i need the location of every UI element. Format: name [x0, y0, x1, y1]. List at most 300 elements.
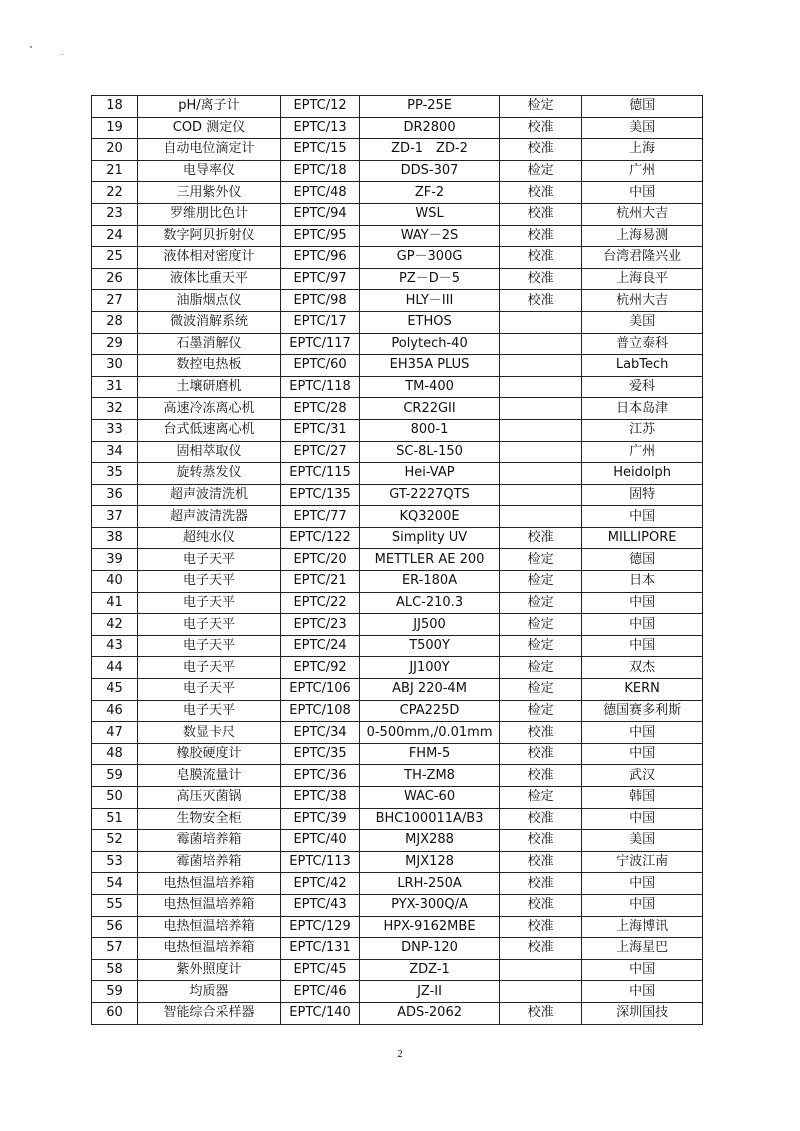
calibration-status-cell: 校准	[500, 830, 582, 852]
row-number-cell: 28	[92, 311, 138, 333]
model-number-cell: CPA225D	[360, 700, 500, 722]
model-number-cell: MJX128	[360, 851, 500, 873]
equipment-code-cell: EPTC/28	[281, 398, 360, 420]
equipment-code-cell: EPTC/94	[281, 203, 360, 225]
equipment-code-cell: EPTC/36	[281, 765, 360, 787]
manufacturer-origin-cell: 爱科	[582, 376, 703, 398]
instrument-name-cell: 电子天平	[137, 657, 280, 679]
table-row	[92, 916, 703, 938]
manufacturer-origin-cell: 台湾君隆兴业	[582, 247, 703, 269]
equipment-code-cell: EPTC/115	[281, 463, 360, 485]
calibration-status-cell	[500, 398, 582, 420]
equipment-code-cell: EPTC/39	[281, 808, 360, 830]
table-row	[92, 592, 703, 614]
equipment-code-cell: EPTC/97	[281, 268, 360, 290]
table-row	[92, 333, 703, 355]
model-number-cell: ZF-2	[360, 182, 500, 204]
row-number-cell: 30	[92, 355, 138, 377]
manufacturer-origin-cell: Heidolph	[582, 463, 703, 485]
row-number-cell: 60	[92, 1002, 138, 1024]
equipment-code-cell: EPTC/18	[281, 160, 360, 182]
model-number-cell: MJX288	[360, 830, 500, 852]
calibration-status-cell	[500, 419, 582, 441]
row-number-cell: 25	[92, 247, 138, 269]
instrument-name-cell: 电子天平	[137, 635, 280, 657]
row-number-cell: 24	[92, 225, 138, 247]
table-row	[92, 117, 703, 139]
instrument-name-cell: 橡胶硬度计	[137, 743, 280, 765]
manufacturer-origin-cell: 上海良平	[582, 268, 703, 290]
model-number-cell: TM-400	[360, 376, 500, 398]
row-number-cell: 34	[92, 441, 138, 463]
calibration-status-cell	[500, 311, 582, 333]
manufacturer-origin-cell: 美国	[582, 117, 703, 139]
row-number-cell: 51	[92, 808, 138, 830]
instrument-name-cell: pH/离子计	[137, 96, 280, 118]
instrument-name-cell: 电热恒温培养箱	[137, 938, 280, 960]
calibration-status-cell: 校准	[500, 938, 582, 960]
row-number-cell: 21	[92, 160, 138, 182]
equipment-code-cell: EPTC/35	[281, 743, 360, 765]
manufacturer-origin-cell: 双杰	[582, 657, 703, 679]
table-row	[92, 722, 703, 744]
equipment-table	[91, 95, 703, 1025]
table-row	[92, 873, 703, 895]
instrument-name-cell: 超纯水仪	[137, 527, 280, 549]
equipment-code-cell: EPTC/48	[281, 182, 360, 204]
manufacturer-origin-cell: 中国	[582, 981, 703, 1003]
manufacturer-origin-cell: 杭州大吉	[582, 203, 703, 225]
model-number-cell: SC-8L-150	[360, 441, 500, 463]
instrument-name-cell: 霉菌培养箱	[137, 851, 280, 873]
table-row	[92, 549, 703, 571]
row-number-cell: 40	[92, 571, 138, 593]
calibration-status-cell: 校准	[500, 916, 582, 938]
calibration-status-cell: 检定	[500, 679, 582, 701]
equipment-code-cell: EPTC/22	[281, 592, 360, 614]
calibration-status-cell: 检定	[500, 657, 582, 679]
manufacturer-origin-cell: 日本	[582, 571, 703, 593]
table-row	[92, 981, 703, 1003]
row-number-cell: 33	[92, 419, 138, 441]
manufacturer-origin-cell: 韩国	[582, 787, 703, 809]
row-number-cell: 48	[92, 743, 138, 765]
manufacturer-origin-cell: 中国	[582, 722, 703, 744]
row-number-cell: 56	[92, 916, 138, 938]
calibration-status-cell	[500, 959, 582, 981]
row-number-cell: 41	[92, 592, 138, 614]
equipment-code-cell: EPTC/60	[281, 355, 360, 377]
table-row	[92, 139, 703, 161]
manufacturer-origin-cell: 上海博讯	[582, 916, 703, 938]
table-row	[92, 311, 703, 333]
instrument-name-cell: COD 测定仪	[137, 117, 280, 139]
calibration-status-cell	[500, 376, 582, 398]
model-number-cell: METTLER AE 200	[360, 549, 500, 571]
manufacturer-origin-cell: 中国	[582, 894, 703, 916]
equipment-table-body	[92, 96, 703, 1025]
manufacturer-origin-cell: 德国	[582, 549, 703, 571]
calibration-status-cell	[500, 333, 582, 355]
instrument-name-cell: 电子天平	[137, 549, 280, 571]
model-number-cell: Hei-VAP	[360, 463, 500, 485]
model-number-cell: Polytech-40	[360, 333, 500, 355]
model-number-cell: TH-ZM8	[360, 765, 500, 787]
table-row	[92, 830, 703, 852]
table-row	[92, 247, 703, 269]
calibration-status-cell	[500, 355, 582, 377]
equipment-code-cell: EPTC/45	[281, 959, 360, 981]
equipment-code-cell: EPTC/27	[281, 441, 360, 463]
model-number-cell: DR2800	[360, 117, 500, 139]
instrument-name-cell: 超声波清洗机	[137, 484, 280, 506]
equipment-code-cell: EPTC/12	[281, 96, 360, 118]
manufacturer-origin-cell: 中国	[582, 614, 703, 636]
row-number-cell: 47	[92, 722, 138, 744]
calibration-status-cell: 检定	[500, 571, 582, 593]
row-number-cell: 46	[92, 700, 138, 722]
instrument-name-cell: 生物安全柜	[137, 808, 280, 830]
instrument-name-cell: 土壤研磨机	[137, 376, 280, 398]
equipment-code-cell: EPTC/17	[281, 311, 360, 333]
model-number-cell: ABJ 220-4M	[360, 679, 500, 701]
row-number-cell: 53	[92, 851, 138, 873]
calibration-status-cell: 校准	[500, 765, 582, 787]
calibration-status-cell	[500, 484, 582, 506]
calibration-status-cell: 校准	[500, 527, 582, 549]
table-row	[92, 894, 703, 916]
row-number-cell: 18	[92, 96, 138, 118]
manufacturer-origin-cell: 上海易测	[582, 225, 703, 247]
manufacturer-origin-cell: LabTech	[582, 355, 703, 377]
model-number-cell: ZDZ-1	[360, 959, 500, 981]
manufacturer-origin-cell: 中国	[582, 506, 703, 528]
table-row	[92, 463, 703, 485]
calibration-status-cell: 检定	[500, 614, 582, 636]
table-row	[92, 571, 703, 593]
calibration-status-cell: 检定	[500, 96, 582, 118]
calibration-status-cell: 校准	[500, 203, 582, 225]
table-row	[92, 225, 703, 247]
model-number-cell: EH35A PLUS	[360, 355, 500, 377]
equipment-code-cell: EPTC/43	[281, 894, 360, 916]
equipment-code-cell: EPTC/42	[281, 873, 360, 895]
table-row	[92, 657, 703, 679]
calibration-status-cell: 检定	[500, 787, 582, 809]
model-number-cell: CR22GII	[360, 398, 500, 420]
instrument-name-cell: 电子天平	[137, 679, 280, 701]
manufacturer-origin-cell: 中国	[582, 592, 703, 614]
table-row	[92, 419, 703, 441]
table-row	[92, 635, 703, 657]
table-row	[92, 614, 703, 636]
manufacturer-origin-cell: 固特	[582, 484, 703, 506]
instrument-name-cell: 紫外照度计	[137, 959, 280, 981]
table-row	[92, 700, 703, 722]
instrument-name-cell: 旋转蒸发仪	[137, 463, 280, 485]
row-number-cell: 45	[92, 679, 138, 701]
instrument-name-cell: 电导率仪	[137, 160, 280, 182]
table-row	[92, 506, 703, 528]
scan-speck	[62, 54, 63, 55]
calibration-status-cell: 检定	[500, 700, 582, 722]
model-number-cell: ETHOS	[360, 311, 500, 333]
table-row	[92, 398, 703, 420]
manufacturer-origin-cell: 广州	[582, 441, 703, 463]
calibration-status-cell	[500, 463, 582, 485]
table-row	[92, 484, 703, 506]
row-number-cell: 37	[92, 506, 138, 528]
manufacturer-origin-cell: 杭州大吉	[582, 290, 703, 312]
row-number-cell: 52	[92, 830, 138, 852]
manufacturer-origin-cell: 美国	[582, 311, 703, 333]
model-number-cell: JJ500	[360, 614, 500, 636]
table-row	[92, 203, 703, 225]
model-number-cell: LRH-250A	[360, 873, 500, 895]
model-number-cell: GP－300G	[360, 247, 500, 269]
model-number-cell: BHC100011A/B3	[360, 808, 500, 830]
equipment-code-cell: EPTC/95	[281, 225, 360, 247]
model-number-cell: DNP-120	[360, 938, 500, 960]
calibration-status-cell: 校准	[500, 873, 582, 895]
model-number-cell: JZ-II	[360, 981, 500, 1003]
model-number-cell: HLY－III	[360, 290, 500, 312]
equipment-code-cell: EPTC/77	[281, 506, 360, 528]
calibration-status-cell: 检定	[500, 549, 582, 571]
model-number-cell: 0-500mm,/0.01mm	[360, 722, 500, 744]
equipment-code-cell: EPTC/118	[281, 376, 360, 398]
calibration-status-cell: 校准	[500, 1002, 582, 1024]
equipment-code-cell: EPTC/20	[281, 549, 360, 571]
model-number-cell: FHM-5	[360, 743, 500, 765]
instrument-name-cell: 电子天平	[137, 571, 280, 593]
model-number-cell: ZD-1 ZD-2	[360, 139, 500, 161]
table-row	[92, 527, 703, 549]
model-number-cell: HPX-9162MBE	[360, 916, 500, 938]
manufacturer-origin-cell: 深圳国技	[582, 1002, 703, 1024]
instrument-name-cell: 电子天平	[137, 614, 280, 636]
model-number-cell: T500Y	[360, 635, 500, 657]
equipment-code-cell: EPTC/46	[281, 981, 360, 1003]
equipment-code-cell: EPTC/129	[281, 916, 360, 938]
instrument-name-cell: 高速冷冻离心机	[137, 398, 280, 420]
calibration-status-cell: 校准	[500, 268, 582, 290]
row-number-cell: 27	[92, 290, 138, 312]
calibration-status-cell: 校准	[500, 894, 582, 916]
calibration-status-cell: 校准	[500, 117, 582, 139]
calibration-status-cell: 校准	[500, 808, 582, 830]
calibration-status-cell: 校准	[500, 743, 582, 765]
row-number-cell: 59	[92, 765, 138, 787]
manufacturer-origin-cell: 中国	[582, 808, 703, 830]
row-number-cell: 32	[92, 398, 138, 420]
instrument-name-cell: 油脂烟点仪	[137, 290, 280, 312]
equipment-code-cell: EPTC/108	[281, 700, 360, 722]
calibration-status-cell: 校准	[500, 290, 582, 312]
table-row	[92, 290, 703, 312]
manufacturer-origin-cell: 普立泰科	[582, 333, 703, 355]
row-number-cell: 55	[92, 894, 138, 916]
calibration-status-cell: 检定	[500, 160, 582, 182]
instrument-name-cell: 液体相对密度计	[137, 247, 280, 269]
calibration-status-cell: 校准	[500, 182, 582, 204]
row-number-cell: 42	[92, 614, 138, 636]
model-number-cell: Simplity UV	[360, 527, 500, 549]
equipment-code-cell: EPTC/96	[281, 247, 360, 269]
row-number-cell: 57	[92, 938, 138, 960]
row-number-cell: 23	[92, 203, 138, 225]
manufacturer-origin-cell: 中国	[582, 182, 703, 204]
manufacturer-origin-cell: KERN	[582, 679, 703, 701]
manufacturer-origin-cell: 德国赛多利斯	[582, 700, 703, 722]
equipment-code-cell: EPTC/21	[281, 571, 360, 593]
calibration-status-cell: 校准	[500, 851, 582, 873]
table-row	[92, 743, 703, 765]
model-number-cell: 800-1	[360, 419, 500, 441]
table-row	[92, 1002, 703, 1024]
manufacturer-origin-cell: 日本岛津	[582, 398, 703, 420]
manufacturer-origin-cell: 美国	[582, 830, 703, 852]
manufacturer-origin-cell: 德国	[582, 96, 703, 118]
row-number-cell: 29	[92, 333, 138, 355]
manufacturer-origin-cell: MILLIPORE	[582, 527, 703, 549]
table-row	[92, 268, 703, 290]
row-number-cell: 31	[92, 376, 138, 398]
manufacturer-origin-cell: 中国	[582, 635, 703, 657]
instrument-name-cell: 电子天平	[137, 592, 280, 614]
model-number-cell: ALC-210.3	[360, 592, 500, 614]
equipment-code-cell: EPTC/106	[281, 679, 360, 701]
manufacturer-origin-cell: 中国	[582, 959, 703, 981]
equipment-code-cell: EPTC/98	[281, 290, 360, 312]
model-number-cell: JJ100Y	[360, 657, 500, 679]
table-row	[92, 808, 703, 830]
manufacturer-origin-cell: 江苏	[582, 419, 703, 441]
equipment-code-cell: EPTC/135	[281, 484, 360, 506]
calibration-status-cell: 校准	[500, 247, 582, 269]
instrument-name-cell: 超声波清洗器	[137, 506, 280, 528]
model-number-cell: WSL	[360, 203, 500, 225]
table-row	[92, 765, 703, 787]
model-number-cell: ER-180A	[360, 571, 500, 593]
scan-speck	[30, 46, 32, 48]
table-row	[92, 959, 703, 981]
equipment-code-cell: EPTC/140	[281, 1002, 360, 1024]
table-row	[92, 679, 703, 701]
row-number-cell: 22	[92, 182, 138, 204]
manufacturer-origin-cell: 广州	[582, 160, 703, 182]
row-number-cell: 39	[92, 549, 138, 571]
model-number-cell: GT-2227QTS	[360, 484, 500, 506]
instrument-name-cell: 数字阿贝折射仪	[137, 225, 280, 247]
instrument-name-cell: 智能综合采样器	[137, 1002, 280, 1024]
equipment-code-cell: EPTC/122	[281, 527, 360, 549]
calibration-status-cell: 校准	[500, 722, 582, 744]
equipment-code-cell: EPTC/92	[281, 657, 360, 679]
model-number-cell: WAY－2S	[360, 225, 500, 247]
instrument-name-cell: 固相萃取仪	[137, 441, 280, 463]
table-row	[92, 851, 703, 873]
equipment-code-cell: EPTC/131	[281, 938, 360, 960]
instrument-name-cell: 高压灭菌锅	[137, 787, 280, 809]
table-row	[92, 96, 703, 118]
manufacturer-origin-cell: 上海星巴	[582, 938, 703, 960]
equipment-code-cell: EPTC/24	[281, 635, 360, 657]
instrument-name-cell: 电热恒温培养箱	[137, 894, 280, 916]
equipment-code-cell: EPTC/40	[281, 830, 360, 852]
instrument-name-cell: 三用紫外仪	[137, 182, 280, 204]
instrument-name-cell: 均质器	[137, 981, 280, 1003]
instrument-name-cell: 霉菌培养箱	[137, 830, 280, 852]
model-number-cell: PP-25E	[360, 96, 500, 118]
calibration-status-cell	[500, 441, 582, 463]
model-number-cell: PZ－D－5	[360, 268, 500, 290]
equipment-code-cell: EPTC/113	[281, 851, 360, 873]
table-row	[92, 376, 703, 398]
model-number-cell: ADS-2062	[360, 1002, 500, 1024]
table-row	[92, 938, 703, 960]
calibration-status-cell: 检定	[500, 592, 582, 614]
page-number: 2	[397, 1048, 403, 1060]
manufacturer-origin-cell: 宁波江南	[582, 851, 703, 873]
row-number-cell: 43	[92, 635, 138, 657]
equipment-code-cell: EPTC/23	[281, 614, 360, 636]
row-number-cell: 54	[92, 873, 138, 895]
row-number-cell: 44	[92, 657, 138, 679]
row-number-cell: 35	[92, 463, 138, 485]
instrument-name-cell: 电子天平	[137, 700, 280, 722]
equipment-code-cell: EPTC/34	[281, 722, 360, 744]
manufacturer-origin-cell: 武汉	[582, 765, 703, 787]
manufacturer-origin-cell: 上海	[582, 139, 703, 161]
calibration-status-cell: 校准	[500, 139, 582, 161]
calibration-status-cell	[500, 981, 582, 1003]
instrument-name-cell: 电热恒温培养箱	[137, 916, 280, 938]
table-row	[92, 355, 703, 377]
instrument-name-cell: 数控电热板	[137, 355, 280, 377]
equipment-code-cell: EPTC/15	[281, 139, 360, 161]
model-number-cell: KQ3200E	[360, 506, 500, 528]
row-number-cell: 50	[92, 787, 138, 809]
equipment-code-cell: EPTC/13	[281, 117, 360, 139]
calibration-status-cell	[500, 506, 582, 528]
manufacturer-origin-cell: 中国	[582, 873, 703, 895]
equipment-code-cell: EPTC/38	[281, 787, 360, 809]
table-row	[92, 787, 703, 809]
model-number-cell: WAC-60	[360, 787, 500, 809]
instrument-name-cell: 石墨消解仪	[137, 333, 280, 355]
model-number-cell: DDS-307	[360, 160, 500, 182]
model-number-cell: PYX-300Q/A	[360, 894, 500, 916]
table-row	[92, 182, 703, 204]
instrument-name-cell: 电热恒温培养箱	[137, 873, 280, 895]
instrument-name-cell: 数显卡尺	[137, 722, 280, 744]
equipment-code-cell: EPTC/117	[281, 333, 360, 355]
row-number-cell: 36	[92, 484, 138, 506]
table-row	[92, 160, 703, 182]
row-number-cell: 19	[92, 117, 138, 139]
instrument-name-cell: 液体比重天平	[137, 268, 280, 290]
equipment-code-cell: EPTC/31	[281, 419, 360, 441]
instrument-name-cell: 台式低速离心机	[137, 419, 280, 441]
row-number-cell: 38	[92, 527, 138, 549]
instrument-name-cell: 罗维朋比色计	[137, 203, 280, 225]
manufacturer-origin-cell: 中国	[582, 743, 703, 765]
instrument-name-cell: 自动电位滴定计	[137, 139, 280, 161]
row-number-cell: 59	[92, 981, 138, 1003]
row-number-cell: 20	[92, 139, 138, 161]
instrument-name-cell: 微波消解系统	[137, 311, 280, 333]
